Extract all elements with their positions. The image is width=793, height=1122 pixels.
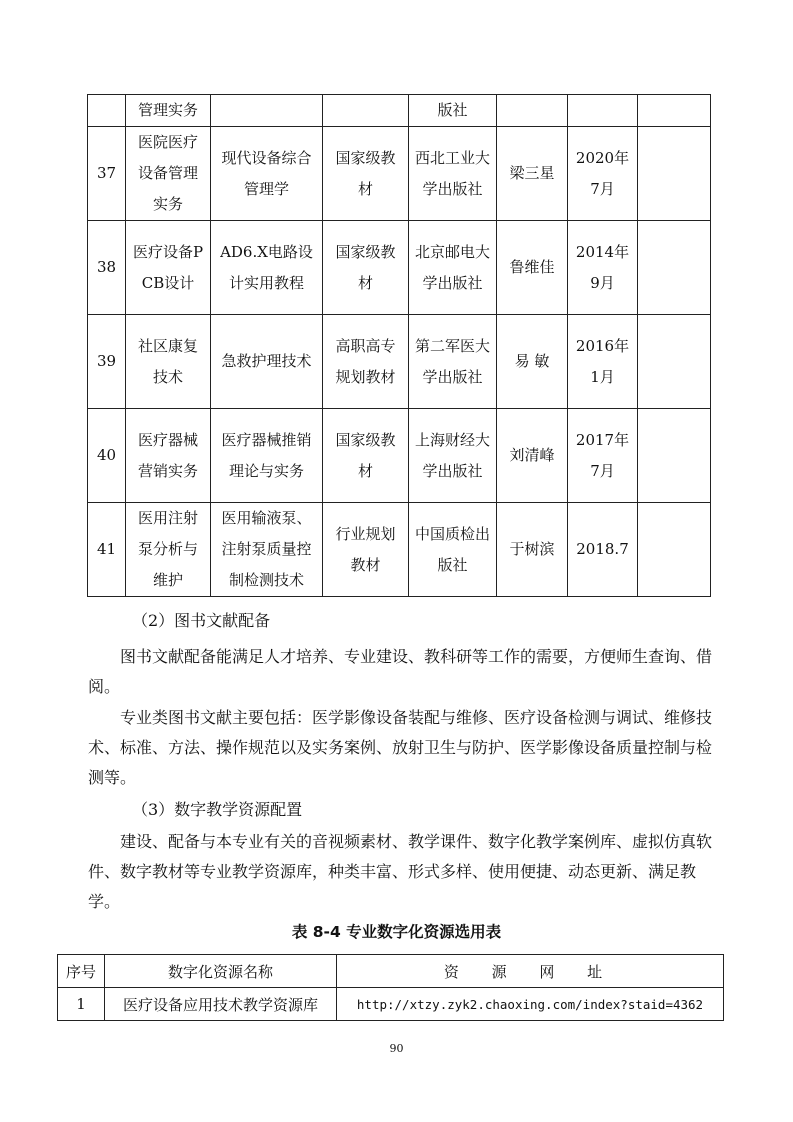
table-cell	[638, 221, 711, 315]
table-row	[88, 315, 711, 409]
course-name: 医疗设备PCB设计	[126, 221, 211, 315]
table-row	[88, 503, 711, 597]
table-row	[88, 221, 711, 315]
publish-date: 2018.7	[568, 503, 638, 597]
table-row	[58, 988, 724, 1021]
table-caption: 表 8-4 专业数字化资源选用表	[291, 923, 502, 941]
table-cell	[323, 95, 409, 127]
paragraph-digital-resources: 建设、配备与本专业有关的音视频素材、教学课件、数字化教学案例库、虚拟仿真软件、数字教材等专业教学资源库，种类丰富、形式多样、使用便捷、动态更新、满足教学。	[88, 832, 713, 911]
book-level: 国家级教材	[323, 221, 409, 315]
book-title: 医疗器械推销理论与实务	[211, 409, 323, 503]
table-cell	[638, 409, 711, 503]
page-number: 90	[389, 1042, 404, 1055]
table-cell	[497, 95, 568, 127]
author: 于树滨	[497, 503, 568, 597]
publisher: 北京邮电大学出版社	[409, 221, 497, 315]
row-number: 38	[88, 221, 126, 315]
row-number: 37	[88, 127, 126, 221]
book-title: 急救护理技术	[211, 315, 323, 409]
table-cell	[568, 95, 638, 127]
table-header-row	[58, 955, 724, 988]
row-number: 41	[88, 503, 126, 597]
row-number: 40	[88, 409, 126, 503]
paragraph-library-purpose: 图书文献配备能满足人才培养、专业建设、教科研等工作的需要，方便师生查询、借阅。	[88, 647, 713, 696]
book-level: 行业规划教材	[323, 503, 409, 597]
publisher: 中国质检出版社	[409, 503, 497, 597]
course-name: 医院医疗设备管理实务	[126, 127, 211, 221]
book-title: 医用输液泵、注射泵质量控制检测技术	[211, 503, 323, 597]
book-level: 国家级教材	[323, 409, 409, 503]
resource-name: 医疗设备应用技术教学资源库	[105, 988, 337, 1021]
table-row	[88, 127, 711, 221]
book-title: 现代设备综合管理学	[211, 127, 323, 221]
publish-date: 2014年9月	[568, 221, 638, 315]
table-cell: 管理实务	[126, 95, 211, 127]
header-number: 序号	[58, 955, 105, 988]
section-heading-digital: （3）数字教学资源配置	[132, 800, 303, 819]
header-url: 资 源 网 址	[337, 955, 724, 988]
digital-resource-table	[57, 954, 724, 1021]
publish-date: 2020年7月	[568, 127, 638, 221]
author: 刘清峰	[497, 409, 568, 503]
publisher: 西北工业大学出版社	[409, 127, 497, 221]
paragraph-library-content: 专业类图书文献主要包括：医学影像设备装配与维修、医疗设备检测与调试、维修技术、标准、方法、操作规范以及实务案例、放射卫生与防护、医学影像设备质量控制与检测等。	[88, 708, 713, 787]
table-cell	[88, 95, 126, 127]
author: 鲁维佳	[497, 221, 568, 315]
table-cell	[638, 95, 711, 127]
course-name: 医疗器械营销实务	[126, 409, 211, 503]
book-level: 国家级教材	[323, 127, 409, 221]
publish-date: 2017年7月	[568, 409, 638, 503]
table-cell	[638, 503, 711, 597]
table-row-continued	[88, 95, 711, 127]
book-level: 高职高专规划教材	[323, 315, 409, 409]
author: 易 敏	[497, 315, 568, 409]
table-row	[88, 409, 711, 503]
resource-url-link[interactable]: http://xtzy.zyk2.chaoxing.com/index?staid=4362	[337, 988, 724, 1021]
author: 梁三星	[497, 127, 568, 221]
table-cell	[211, 95, 323, 127]
table-cell: 版社	[409, 95, 497, 127]
header-resource-name: 数字化资源名称	[105, 955, 337, 988]
publish-date: 2016年1月	[568, 315, 638, 409]
course-name: 社区康复技术	[126, 315, 211, 409]
section-heading-library: （2）图书文献配备	[132, 611, 271, 630]
course-name: 医用注射泵分析与维护	[126, 503, 211, 597]
publisher: 第二军医大学出版社	[409, 315, 497, 409]
row-number: 1	[58, 988, 105, 1021]
table-cell	[638, 315, 711, 409]
table-cell	[638, 127, 711, 221]
book-title: AD6.X电路设计实用教程	[211, 221, 323, 315]
textbook-table	[87, 94, 711, 597]
row-number: 39	[88, 315, 126, 409]
publisher: 上海财经大学出版社	[409, 409, 497, 503]
